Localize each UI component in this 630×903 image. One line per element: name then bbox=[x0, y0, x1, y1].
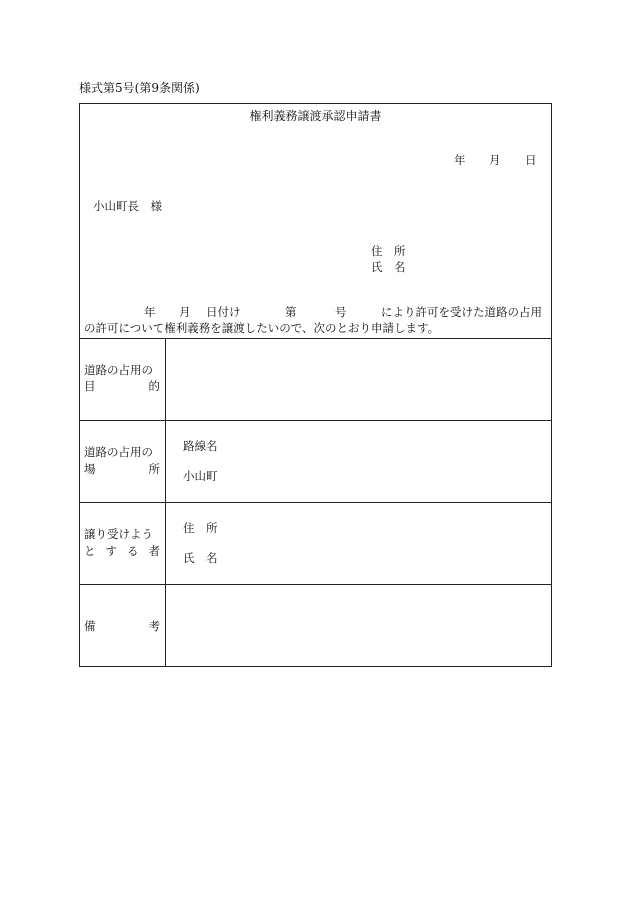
form-title: 権利義務譲渡承認申請書 bbox=[249, 109, 382, 123]
transferee-label-char: と bbox=[84, 544, 96, 558]
purpose-label-char: 的 bbox=[148, 379, 160, 393]
location-label-line2 bbox=[84, 464, 160, 476]
body-day-dated[interactable]: 日付け bbox=[206, 305, 241, 319]
route-name-label[interactable]: 路線名 bbox=[183, 439, 218, 453]
date-day[interactable]: 日 bbox=[525, 153, 537, 167]
town-name[interactable]: 小山町 bbox=[183, 469, 218, 483]
transferee-label-char: 者 bbox=[148, 544, 160, 558]
body-dai[interactable]: 第 bbox=[285, 305, 297, 319]
location-label-char: 場 bbox=[84, 462, 96, 476]
transferee-label-line1: 譲り受けよう bbox=[84, 527, 153, 541]
transferee-name-label[interactable]: 氏 名 bbox=[183, 551, 218, 565]
applicant-address-label[interactable]: 住 所 bbox=[371, 244, 406, 258]
body-line1-tail: により許可を受けた道路の占用 bbox=[381, 305, 542, 319]
divider bbox=[79, 502, 552, 503]
purpose-label-line1: 道路の占用の bbox=[84, 363, 153, 377]
transferee-label-line2 bbox=[84, 546, 160, 558]
purpose-field[interactable] bbox=[166, 339, 551, 419]
location-label-line1: 道路の占用の bbox=[84, 445, 153, 459]
date-year[interactable]: 年 bbox=[454, 153, 466, 167]
location-label-char: 所 bbox=[148, 462, 160, 476]
transferee-label-char: す bbox=[105, 544, 117, 558]
body-line-2: の許可について権利義務を譲渡したいので、次のとおり申請します。 bbox=[84, 321, 440, 335]
body-month[interactable]: 月 bbox=[179, 305, 191, 319]
transferee-label-char: る bbox=[127, 544, 139, 558]
body-year[interactable]: 年 bbox=[144, 305, 156, 319]
divider bbox=[79, 420, 552, 421]
body-go[interactable]: 号 bbox=[335, 305, 347, 319]
form-number: 様式第5号(第9条関係) bbox=[79, 81, 200, 95]
remarks-label-char: 備 bbox=[84, 619, 96, 633]
remarks-field[interactable] bbox=[166, 585, 551, 666]
remarks-label bbox=[84, 621, 160, 633]
applicant-name-label[interactable]: 氏 名 bbox=[371, 260, 406, 274]
transferee-address-label[interactable]: 住 所 bbox=[183, 521, 218, 535]
addressee: 小山町長 様 bbox=[93, 199, 162, 213]
remarks-label-char: 考 bbox=[148, 619, 160, 633]
purpose-label-char: 目 bbox=[84, 379, 96, 393]
date-month[interactable]: 月 bbox=[489, 153, 501, 167]
purpose-label-line2 bbox=[84, 381, 160, 393]
